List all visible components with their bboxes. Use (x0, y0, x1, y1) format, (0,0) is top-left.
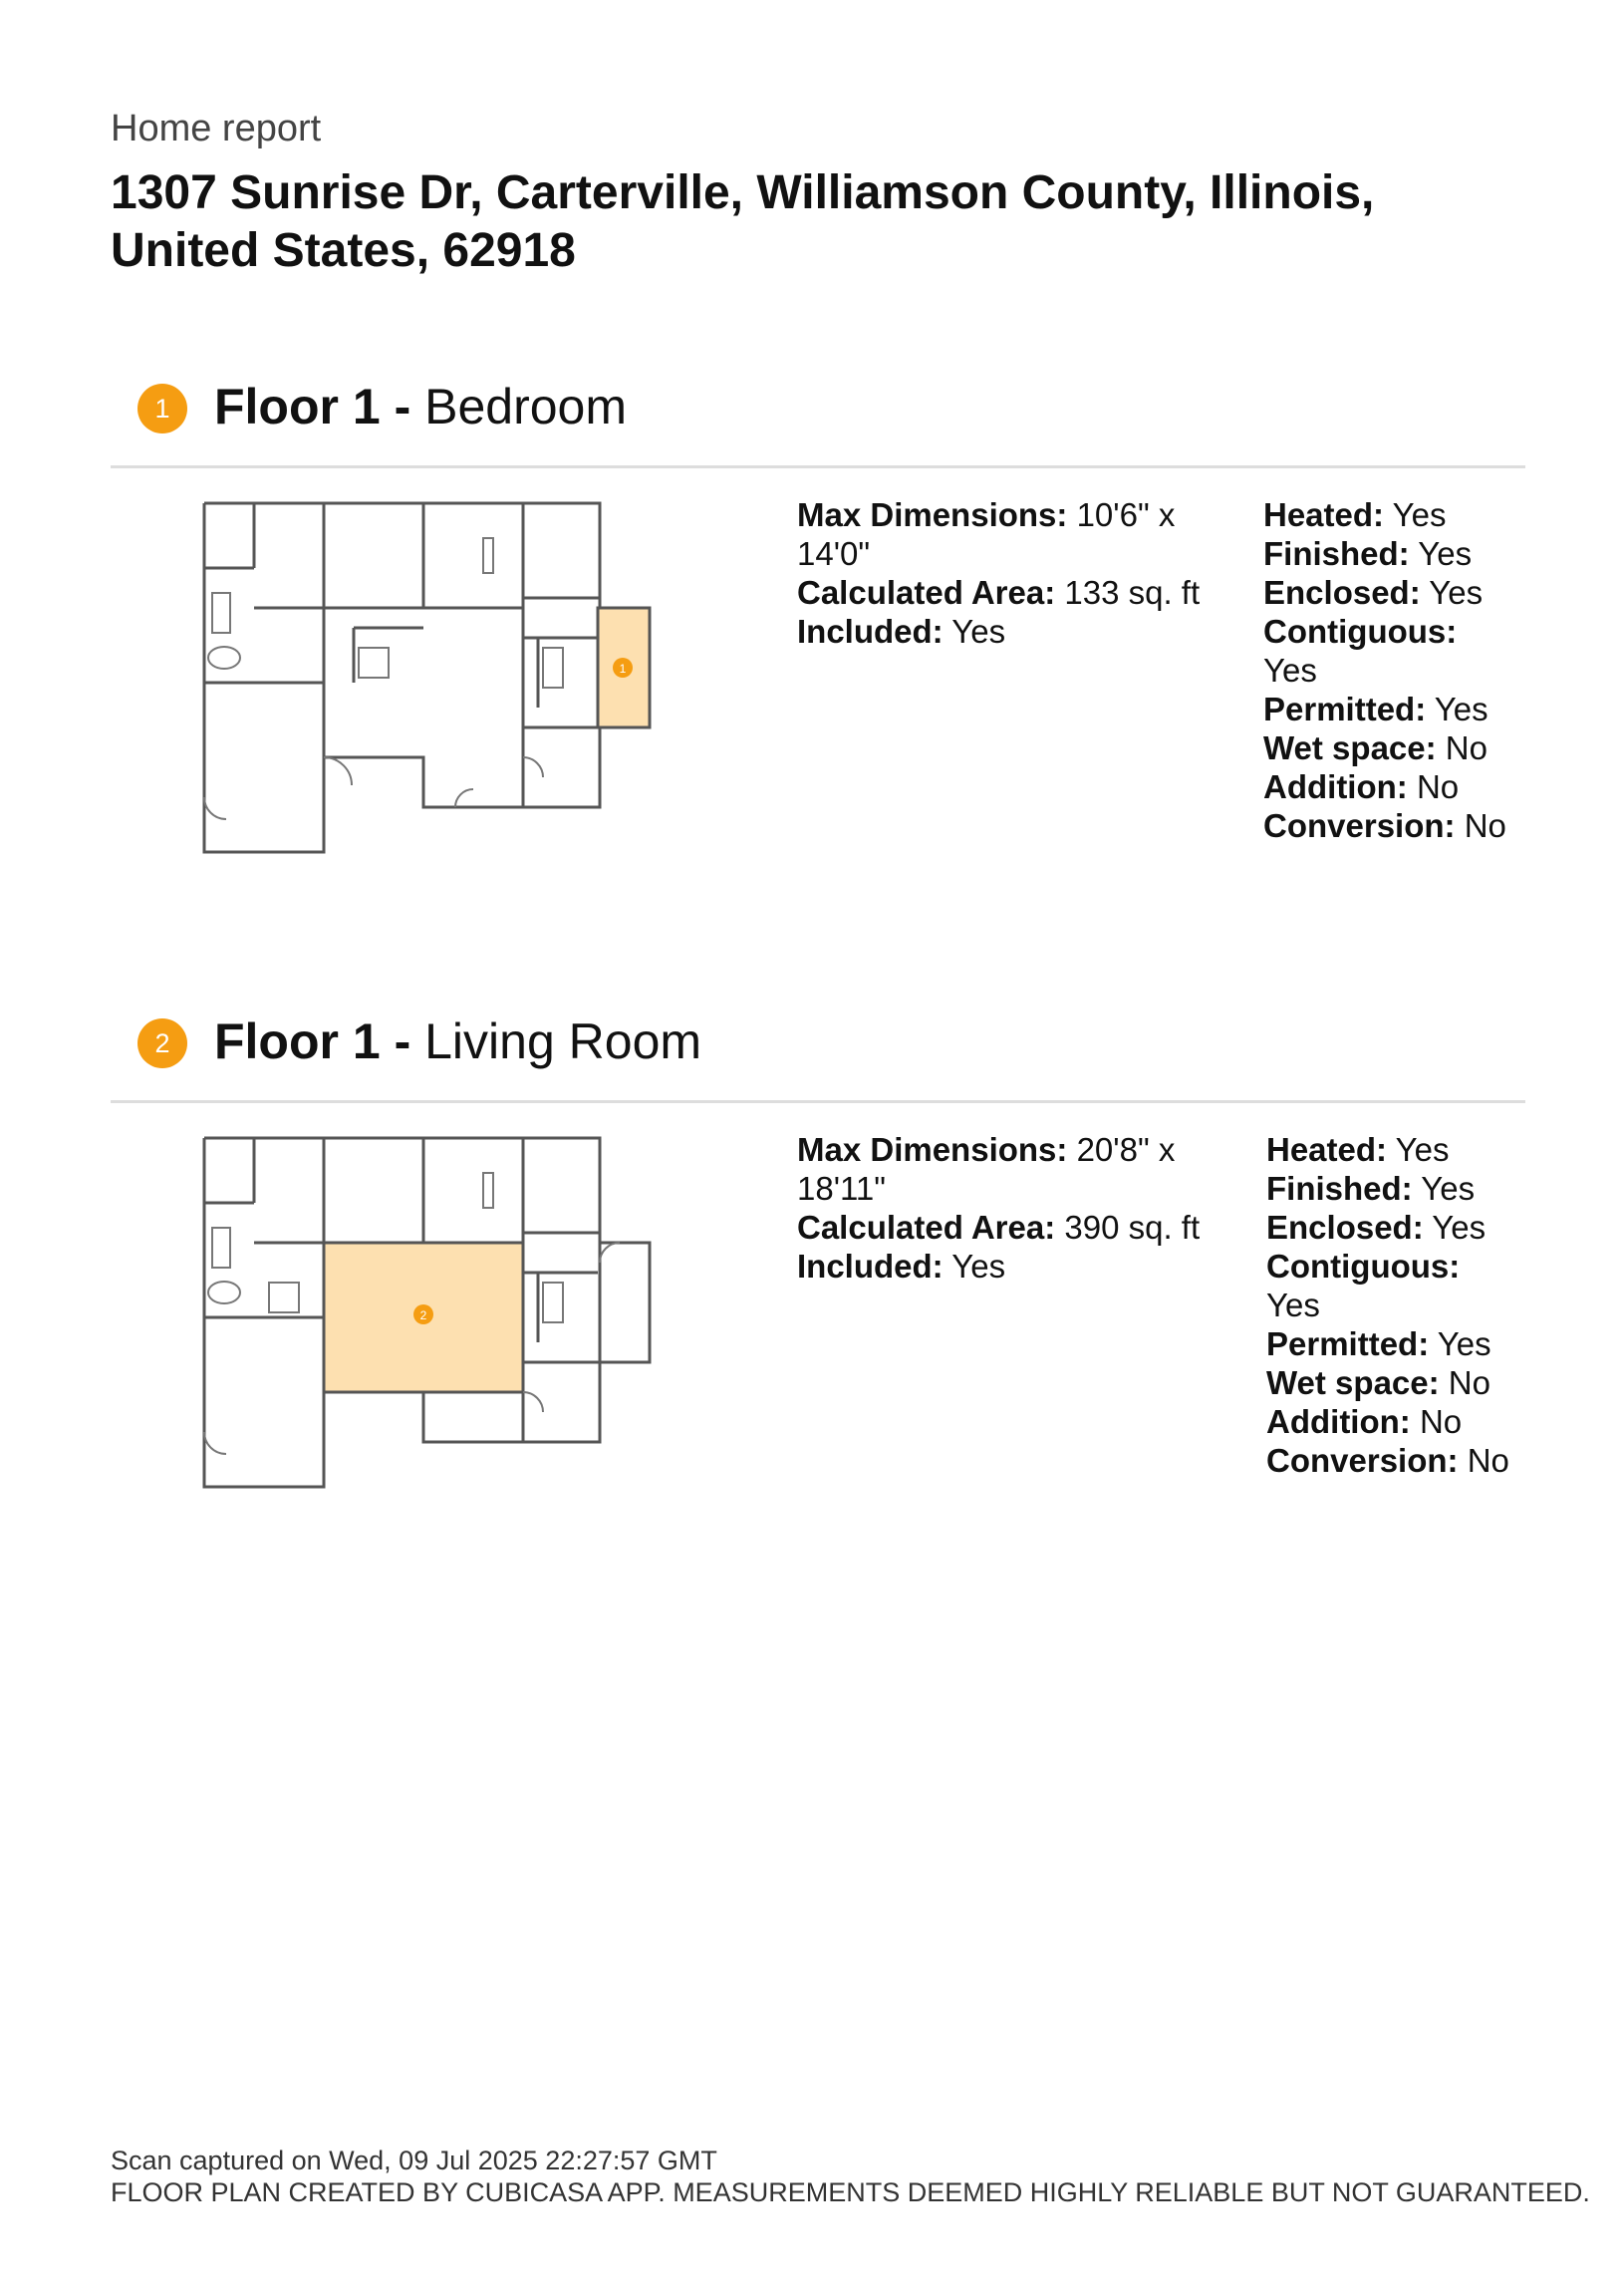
included: Included: Yes (797, 613, 1006, 650)
contiguous: Contiguous: Yes (1263, 613, 1458, 689)
title-separator: - (380, 1013, 425, 1069)
calculated-area: Calculated Area: 133 sq. ft (797, 574, 1201, 611)
room-floor: Floor 1 (214, 1013, 381, 1069)
title-separator: - (380, 379, 425, 434)
plan-marker: 1 (619, 662, 627, 676)
calculated-area: Calculated Area: 390 sq. ft (797, 1209, 1201, 1246)
floor-plan-diagram (194, 1133, 687, 1497)
finished: Finished: Yes (1266, 1170, 1476, 1207)
heated: Heated: Yes (1263, 496, 1447, 533)
room-section-living-room (0, 1013, 1623, 1577)
room-number-badge: 1 (137, 384, 187, 433)
room-section-bedroom (0, 379, 1623, 942)
room-dimensions (797, 1130, 1216, 1286)
room-number-badge: 2 (137, 1018, 187, 1068)
enclosed: Enclosed: Yes (1266, 1209, 1487, 1246)
heated: Heated: Yes (1266, 1131, 1450, 1168)
contiguous: Contiguous: Yes (1266, 1248, 1461, 1323)
disclaimer: FLOOR PLAN CREATED BY CUBICASA APP. MEASUREMENTS DEEMED HIGHLY RELIABLE BUT NOT GUARANTEED. (111, 2177, 1590, 2207)
scan-timestamp: Scan captured on Wed, 09 Jul 2025 22:27:57 GMT (111, 2146, 717, 2175)
section-divider (111, 465, 1525, 468)
room-attributes (1263, 495, 1512, 845)
room-dimensions (797, 495, 1216, 651)
room-floor: Floor 1 (214, 379, 381, 434)
wet-space: Wet space: No (1263, 729, 1488, 766)
permitted: Permitted: Yes (1266, 1325, 1491, 1362)
conversion: Conversion: No (1263, 807, 1506, 844)
room-title (214, 1012, 701, 1070)
max-dimensions: Max Dimensions: 20'8" x 18'11" (797, 1131, 1176, 1207)
included: Included: Yes (797, 1248, 1006, 1285)
finished: Finished: Yes (1263, 535, 1473, 572)
section-divider (111, 1100, 1525, 1103)
property-address: 1307 Sunrise Dr, Carterville, Williamson County, Illinois, United States, 62918 (111, 166, 1375, 277)
addition: Addition: No (1263, 768, 1460, 805)
enclosed: Enclosed: Yes (1263, 574, 1484, 611)
room-name: Living Room (424, 1013, 702, 1069)
conversion: Conversion: No (1266, 1442, 1509, 1479)
max-dimensions: Max Dimensions: 10'6" x 14'0" (797, 496, 1176, 572)
room-attributes (1266, 1130, 1515, 1480)
report-footer (111, 2145, 1590, 2208)
room-title (214, 378, 627, 435)
addition: Addition: No (1266, 1403, 1463, 1440)
report-label: Home report (111, 108, 322, 149)
floor-plan-diagram (194, 498, 687, 862)
plan-marker: 2 (419, 1308, 427, 1322)
wet-space: Wet space: No (1266, 1364, 1490, 1401)
permitted: Permitted: Yes (1263, 691, 1488, 727)
room-name: Bedroom (424, 379, 628, 434)
